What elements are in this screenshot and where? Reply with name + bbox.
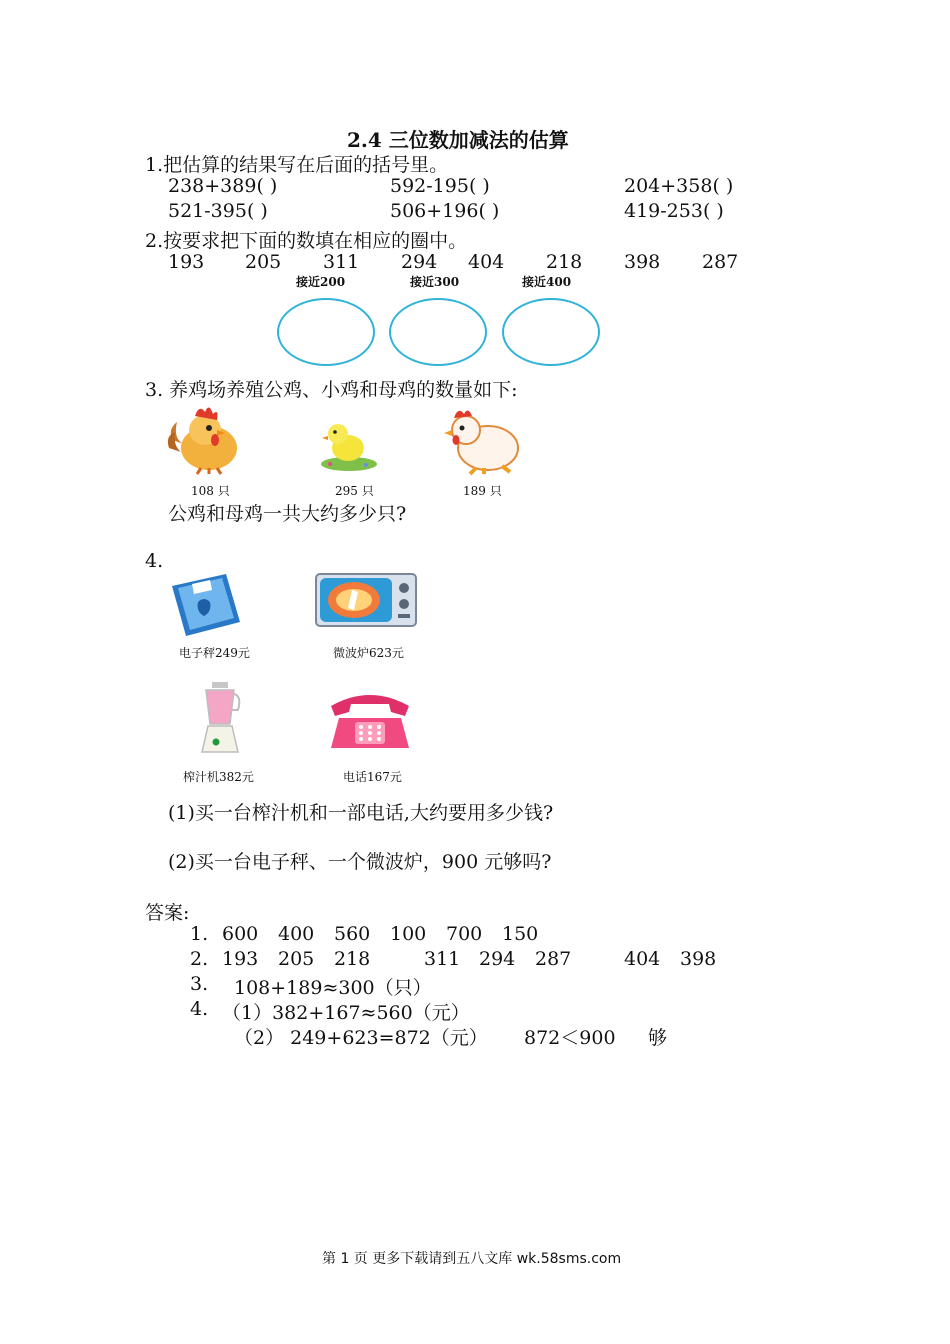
answer-value: 193: [222, 948, 259, 970]
q2-prompt: 2.按要求把下面的数填在相应的圈中。: [145, 230, 468, 252]
answer-oval-400: [502, 298, 600, 366]
q3-question: 公鸡和母鸡一共大约多少只?: [168, 503, 407, 525]
telephone-icon: [325, 688, 415, 754]
page-footer: 第 1 页 更多下载请到五八文库 wk.58sms.com: [322, 1251, 622, 1267]
q1-item: 521-395( ): [168, 200, 268, 222]
juicer-price: 榨汁机382元: [183, 770, 254, 784]
q2-number: 294: [401, 251, 438, 273]
answers-header: 答案:: [145, 902, 190, 924]
answer-value: 398: [680, 948, 717, 970]
q4-subquestion-1: (1)买一台榨汁机和一部电话,大约要用多少钱?: [168, 802, 554, 824]
q3-prompt: 3. 养鸡场养殖公鸡、小鸡和母鸡的数量如下:: [145, 379, 518, 401]
answer-value: 560: [334, 923, 371, 945]
answer-num: 1.: [190, 923, 209, 945]
microwave-icon: [314, 572, 418, 630]
answer-3-text: 108+189≈300（只）: [234, 977, 432, 999]
juicer-icon: [198, 680, 244, 756]
microwave-price: 微波炉623元: [333, 646, 404, 660]
circle-label: 接近400: [522, 275, 572, 289]
q2-number: 193: [168, 251, 205, 273]
answer-value: 150: [502, 923, 539, 945]
circle-label: 接近200: [296, 275, 346, 289]
answer-4-compare: 872＜900: [524, 1027, 616, 1049]
answer-4-part1: （1）382+167≈560（元）: [222, 1002, 470, 1024]
rooster-icon: [165, 400, 245, 476]
answer-value: 100: [390, 923, 427, 945]
rooster-count: 108 只: [191, 484, 230, 498]
q1-item: 592-195( ): [390, 175, 490, 197]
chick-icon: [318, 416, 380, 472]
q1-item: 419-253( ): [624, 200, 724, 222]
answer-4-conclusion: 够: [648, 1027, 668, 1049]
answer-value: 218: [334, 948, 371, 970]
hen-icon: [442, 402, 522, 476]
hen-count: 189 只: [463, 484, 502, 498]
telephone-price: 电话167元: [343, 770, 402, 784]
answer-value: 400: [278, 923, 315, 945]
q2-number: 404: [468, 251, 505, 273]
answer-value: 700: [446, 923, 483, 945]
answer-4-part2: （2） 249+623=872（元）: [234, 1027, 488, 1049]
q2-number: 287: [702, 251, 739, 273]
answer-value: 311: [424, 948, 461, 970]
answer-oval-300: [389, 298, 487, 366]
scale-icon: [164, 572, 244, 638]
answer-value: 600: [222, 923, 259, 945]
q1-item: 506+196( ): [390, 200, 500, 222]
q1-item: 204+358( ): [624, 175, 734, 197]
q1-prompt: 1.把估算的结果写在后面的括号里。: [145, 154, 449, 176]
q2-number: 218: [546, 251, 583, 273]
answer-value: 404: [624, 948, 661, 970]
q2-number: 398: [624, 251, 661, 273]
answer-value: 294: [479, 948, 516, 970]
answer-num: 4.: [190, 998, 209, 1020]
q2-number: 205: [245, 251, 282, 273]
answer-value: 287: [535, 948, 572, 970]
circle-label: 接近300: [410, 275, 460, 289]
chick-count: 295 只: [335, 484, 374, 498]
page-title: 2.4 三位数加减法的估算: [347, 128, 569, 152]
answer-oval-200: [277, 298, 375, 366]
q4-subquestion-2: (2)买一台电子秤、一个微波炉，900 元够吗?: [168, 851, 552, 873]
q2-number: 311: [323, 251, 360, 273]
answer-num: 3.: [190, 973, 209, 995]
answer-num: 2.: [190, 948, 209, 970]
q4-label: 4.: [145, 550, 164, 572]
answer-value: 205: [278, 948, 315, 970]
q1-item: 238+389( ): [168, 175, 278, 197]
scale-price: 电子秤249元: [179, 646, 250, 660]
